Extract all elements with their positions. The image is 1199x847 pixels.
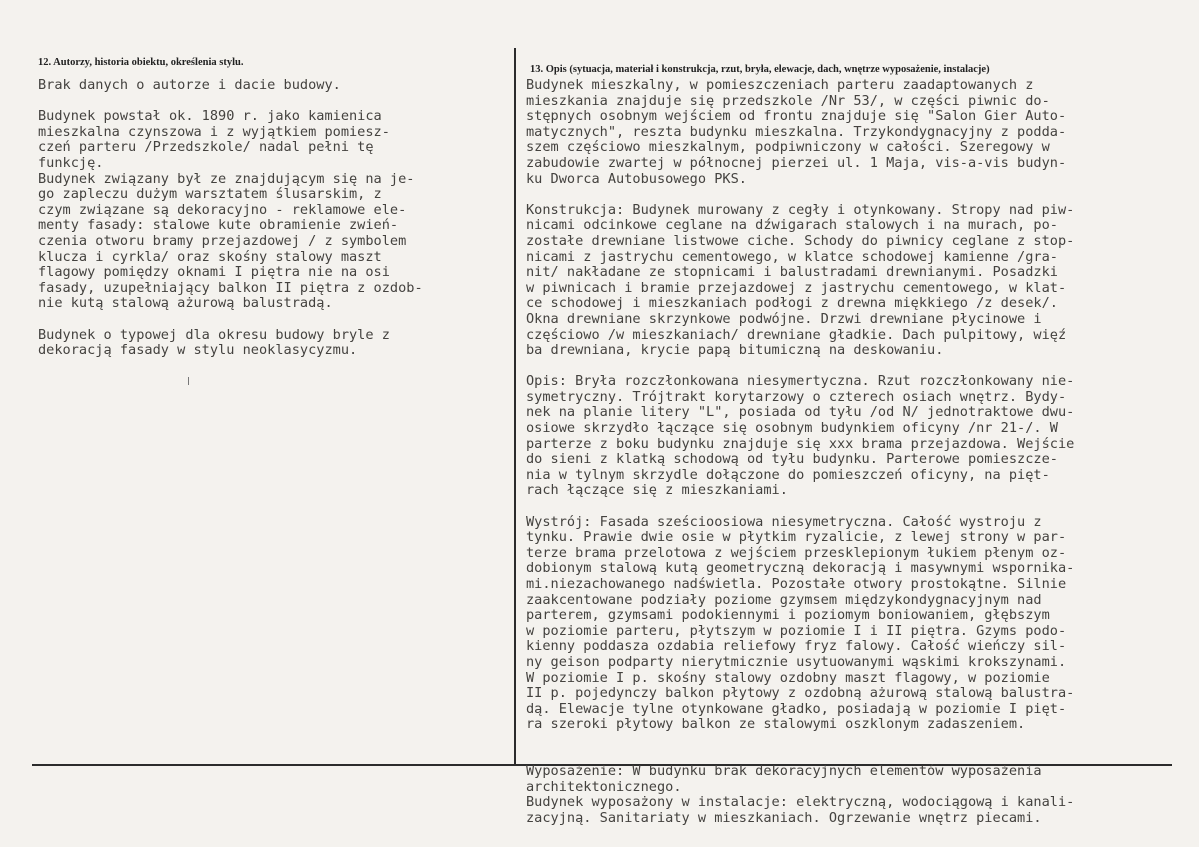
text-line: ny geison podparty nierytmicznie usytuowanymi wąskimi krokszynami. bbox=[526, 653, 1067, 670]
section-12-text bbox=[38, 78, 506, 359]
text-line: Opis: Bryła rozczłonkowana niesymertyczna. Rzut rozczłonkowany nie- bbox=[526, 373, 1075, 390]
text-line bbox=[526, 359, 1190, 375]
text-line: Wystrój: Fasada sześcioosiowa niesymetryczna. Całość wystroju z bbox=[526, 513, 1042, 530]
text-line: czeń parteru /Przedszkole/ nadal pełni tę bbox=[38, 139, 374, 156]
text-line: mieszkalna czynszowa i z wyjątkiem pomiesz- bbox=[38, 123, 390, 140]
text-line: nicami odcinkowe ceglane na dźwigarach stalowych i na murach, po- bbox=[526, 217, 1058, 234]
section-12-header: 12. Autorzy, historia obiektu, określenia stylu. bbox=[38, 57, 244, 68]
text-line: Brak danych o autorze i dacie budowy. bbox=[38, 77, 341, 93]
text-line: Okna drewniane skrzynkowe podwójne. Drzwi drewniane płycinowe i bbox=[526, 310, 1042, 327]
section-13-header: 13. Opis (sytuacja, materiał i konstrukcja, rzut, bryła, elewacje, dach, wnętrze wyposażenie, instalacje) bbox=[530, 64, 990, 75]
text-line: ce schodowej i mieszkaniach podłogi z drewna miękkiego /z desek/. bbox=[526, 295, 1058, 312]
text-line: terze brama przelotowa z wejściem przesklepionym łukiem płenym oz- bbox=[526, 544, 1067, 561]
text-line: nek na planie litery "L", posiada od tyłu /od N/ jednotraktowe dwu- bbox=[526, 404, 1075, 421]
text-line: ra szeroki płytowy balkon ze stalowymi oszklonym zadaszeniem. bbox=[526, 716, 1026, 733]
text-line: Konstrukcja: Budynek murowany z cegły i otynkowany. Stropy nad piw- bbox=[526, 201, 1075, 218]
text-line: Budynek wyposażony w instalacje: elektryczną, wodociągową i kanali- bbox=[526, 794, 1075, 811]
text-line: Budynek powstał ok. 1890 r. jako kamienica bbox=[38, 108, 382, 125]
text-line: nie kutą stalową ażurową balustradą. bbox=[38, 295, 333, 312]
text-line: czym związane są dekoracyjno - reklamowe ele- bbox=[38, 201, 407, 218]
text-line: nicami z jastrychu cementowego, w klatce schodowej kamienne /gra- bbox=[526, 248, 1058, 265]
text-line: kienny poddasza ozdabia reliefowy fryz falowy. Całość wieńczy sil- bbox=[526, 638, 1067, 655]
text-line: architektonicznego. bbox=[526, 778, 682, 795]
text-line: zacyjną. Sanitariaty w mieszkaniach. Ogrzewanie wnętrz piecami. bbox=[526, 809, 1042, 826]
section-13-text bbox=[526, 78, 1190, 733]
text-line: fasady, uzupełniający balkon II piętra z ozdob- bbox=[38, 279, 423, 296]
text-line: tynku. Prawie dwie osie w płytkim ryzalicie, z lewej strony w par- bbox=[526, 529, 1067, 546]
text-line bbox=[526, 187, 1190, 203]
text-line: parterze z boku budynku znajduje się xxx brama przejazdowa. Wejście bbox=[526, 435, 1075, 452]
text-line bbox=[38, 312, 506, 328]
text-line: Budynek o typowej dla okresu budowy bryle z bbox=[38, 326, 390, 343]
text-line: czenia otworu bramy przejazdowej / z symbolem bbox=[38, 232, 407, 249]
text-line: dobionym stalową kutą geometryczną dekoracją i masywnymi wspornika- bbox=[526, 560, 1075, 577]
text-line: symetryczny. Trójtrakt korytarzowy o czterech osiach wnętrz. Bydy- bbox=[526, 388, 1067, 405]
text-line: w poziomie parteru, płytszym w poziomie I i II piętra. Gzyms podo- bbox=[526, 622, 1067, 639]
section-13-footer-text bbox=[526, 764, 1190, 826]
text-line: Budynek związany był ze znajdującym się na je- bbox=[38, 170, 415, 187]
text-line bbox=[526, 499, 1190, 515]
text-line: menty fasady: stalowe kute obramienie zwień- bbox=[38, 217, 399, 234]
text-line bbox=[38, 94, 506, 110]
text-line: Budynek mieszkalny, w pomieszczeniach parteru zaadaptowanych z bbox=[526, 77, 1034, 93]
text-line: częściowo /w mieszkaniach/ drewniane gładkie. Dach pulpitowy, więź bbox=[526, 326, 1067, 343]
text-line: mieszkania znajduje się przedszkole /Nr 53/, w części piwnic do- bbox=[526, 92, 1050, 109]
text-line: funkcję. bbox=[38, 154, 104, 171]
text-line: do sieni z klatką schodową od tyłu budynku. Parterowe pomieszcze- bbox=[526, 451, 1058, 468]
text-line: zostałe drewniane listwowe ciche. Schody do piwnicy ceglane z stop- bbox=[526, 232, 1075, 249]
text-line: II p. pojedynczy balkon płytowy z ozdobną ażurową stalową balustra- bbox=[526, 685, 1075, 702]
text-line: ba drewniana, krycie papą bitumiczną na deskowaniu. bbox=[526, 342, 944, 359]
text-line: w piwnicach i bramie przejazdowej z jastrychu cementowego, w klat- bbox=[526, 279, 1067, 296]
text-line: dekoracją fasady w stylu neoklasycyzmu. bbox=[38, 342, 358, 359]
text-line: dą. Elewacje tylne otynkowane gładko, posiadają w poziomie I pięt- bbox=[526, 700, 1067, 717]
text-line: stępnych osobnym wejściem od frontu znajduje się "Salon Gier Auto- bbox=[526, 108, 1067, 125]
column-divider bbox=[514, 48, 516, 764]
text-line: nit/ nakładane ze stopnicami i balustradami drewnianymi. Posadzki bbox=[526, 264, 1058, 281]
text-line: zabudowie zwartej w północnej pierzei ul. 1 Maja, vis-a-vis budyn- bbox=[526, 154, 1067, 171]
text-line: W poziomie I p. skośny stalowy ozdobny maszt flagowy, w poziomie bbox=[526, 669, 1050, 686]
text-line: go zapleczu dużym warsztatem ślusarskim, z bbox=[38, 186, 382, 203]
text-line: ku Dworca Autobusowego PKS. bbox=[526, 170, 747, 187]
text-line: parterem, gzymsami podokiennymi i poziomym boniowaniem, głębszym bbox=[526, 607, 1050, 624]
text-line: zaakcentowane podziały poziome gzymsem międzykondygnacyjnym nad bbox=[526, 591, 1042, 608]
text-line: osiowe skrzydło łączące się osobnym budynkiem oficyny /nr 21-/. W bbox=[526, 420, 1058, 437]
text-line: flagowy pomiędzy oknami I piętra nie na osi bbox=[38, 264, 390, 281]
text-line: szem częściowo mieszkalnym, podpiwniczony w całości. Szeregowy w bbox=[526, 139, 1050, 156]
text-line: Wyposażenie: W budynku brak dekoracyjnych elementów wyposażenia bbox=[526, 763, 1042, 779]
stray-mark bbox=[188, 377, 189, 385]
text-line: nia w tylnym skrzydle dołączone do pomieszczeń oficyny, na pięt- bbox=[526, 466, 1050, 483]
text-line: matycznych", reszta budynku mieszkalna. Trzykondygnacyjny z podda- bbox=[526, 123, 1067, 140]
text-line: rach łączące się z mieszkaniami. bbox=[526, 482, 788, 499]
text-line: mi.niezachowanego nadświetla. Pozostałe otwory prostokątne. Silnie bbox=[526, 576, 1067, 592]
text-line: klucza i cyrkla/ oraz skośny stalowy maszt bbox=[38, 248, 382, 265]
